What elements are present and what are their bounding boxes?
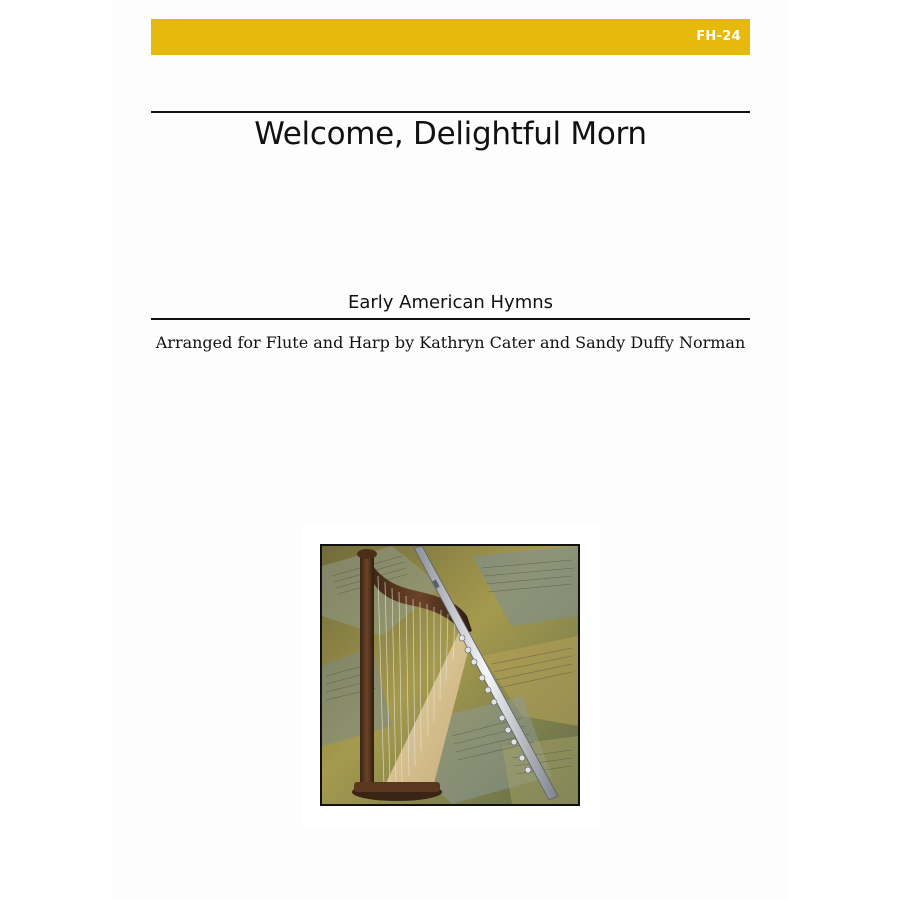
cover-art-illustration (322, 546, 578, 804)
catalog-banner (151, 19, 750, 55)
catalog-code: FH-24 (696, 29, 741, 44)
series-title: Early American Hymns (347, 292, 554, 313)
cover-art (320, 544, 580, 806)
series-rule (151, 318, 750, 320)
page-title: Welcome, Delightful Morn (254, 116, 647, 152)
title-top-rule (151, 111, 750, 113)
arranger-credits: Arranged for Flute and Harp by Kathryn Cater and Sandy Duffy Norman (155, 333, 746, 352)
